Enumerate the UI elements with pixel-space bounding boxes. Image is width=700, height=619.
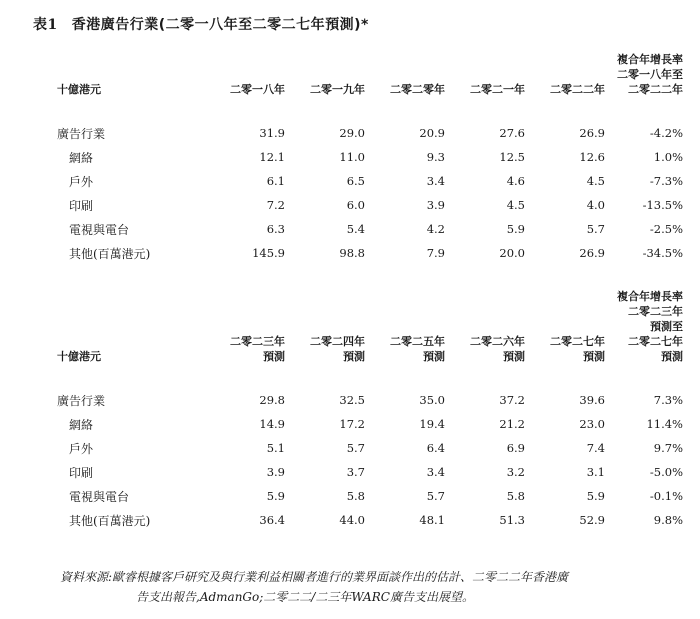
value-cell: 26.9 xyxy=(579,126,605,140)
cagr-header-line: 複合年增長率 xyxy=(617,290,683,303)
value-cell: 20.0 xyxy=(499,246,525,260)
value-cell: 29.0 xyxy=(339,126,365,140)
value-cell: 9.3 xyxy=(426,150,445,164)
cagr-cell: 9.8% xyxy=(653,513,683,527)
cagr-header xyxy=(607,52,685,103)
value-cell: 48.1 xyxy=(419,513,445,527)
value-cell: 21.2 xyxy=(499,417,525,431)
table-row xyxy=(57,412,685,436)
historical-table-body xyxy=(57,103,685,265)
row-label: 廣告行業 xyxy=(57,393,106,408)
value-cell: 27.6 xyxy=(499,126,525,140)
value-cell: 6.4 xyxy=(426,441,445,455)
column-header xyxy=(287,289,367,370)
column-header-forecast: 預測 xyxy=(263,350,285,363)
cagr-cell: -2.5% xyxy=(649,222,683,236)
value-cell: 6.1 xyxy=(266,174,285,188)
cagr-header-line: 二零二三年 xyxy=(628,305,683,318)
cagr-header-line: 二零二二年 xyxy=(628,83,683,96)
value-cell: 3.7 xyxy=(346,465,365,479)
value-cell: 5.9 xyxy=(506,222,525,236)
column-header: 二零二二年 xyxy=(550,83,605,96)
value-cell: 39.6 xyxy=(579,393,605,407)
cagr-cell: 11.4% xyxy=(646,417,683,431)
column-header-forecast: 預測 xyxy=(583,350,605,363)
column-header xyxy=(447,289,527,370)
value-cell: 145.9 xyxy=(252,246,285,260)
column-header: 二零二一年 xyxy=(470,83,525,96)
value-cell: 5.8 xyxy=(506,489,525,503)
column-header xyxy=(527,289,607,370)
value-cell: 20.9 xyxy=(419,126,445,140)
value-cell: 19.4 xyxy=(419,417,445,431)
value-cell: 5.9 xyxy=(266,489,285,503)
row-label: 其他(百萬港元) xyxy=(69,246,151,261)
cagr-cell: -13.5% xyxy=(642,198,683,212)
table-title xyxy=(33,14,369,34)
value-cell: 5.7 xyxy=(426,489,445,503)
column-header-forecast: 預測 xyxy=(423,350,445,363)
value-cell: 12.1 xyxy=(259,150,285,164)
cagr-cell: -0.1% xyxy=(649,489,683,503)
cagr-cell: 1.0% xyxy=(653,150,683,164)
cagr-header-line: 二零二七年 xyxy=(628,335,683,348)
cagr-header-line: 二零一八年至 xyxy=(617,68,683,81)
value-cell: 3.1 xyxy=(586,465,605,479)
value-cell: 52.9 xyxy=(579,513,605,527)
value-cell: 3.9 xyxy=(266,465,285,479)
value-cell: 3.4 xyxy=(426,465,445,479)
cagr-header-line: 預測至 xyxy=(650,320,683,333)
value-cell: 5.1 xyxy=(266,441,285,455)
column-header-forecast: 預測 xyxy=(503,350,525,363)
column-header xyxy=(367,289,447,370)
row-label: 印刷 xyxy=(69,465,94,480)
row-label: 電視與電台 xyxy=(69,489,130,504)
value-cell: 6.9 xyxy=(506,441,525,455)
value-cell: 4.2 xyxy=(426,222,445,236)
table-row xyxy=(57,484,685,508)
row-label: 電視與電台 xyxy=(69,222,130,237)
table-row xyxy=(57,241,685,265)
row-label: 廣告行業 xyxy=(57,126,106,141)
value-cell: 3.4 xyxy=(426,174,445,188)
cagr-header-line: 複合年增長率 xyxy=(617,53,683,66)
row-label: 網絡 xyxy=(69,150,94,165)
cagr-cell: -4.2% xyxy=(649,126,683,140)
value-cell: 98.8 xyxy=(339,246,365,260)
value-cell: 5.8 xyxy=(346,489,365,503)
table-row xyxy=(57,145,685,169)
value-cell: 51.3 xyxy=(499,513,525,527)
value-cell: 6.3 xyxy=(266,222,285,236)
table-number: 表1 xyxy=(33,17,58,33)
value-cell: 6.5 xyxy=(346,174,365,188)
column-header xyxy=(207,289,287,370)
row-label: 其他(百萬港元) xyxy=(69,513,151,528)
value-cell: 4.5 xyxy=(506,198,525,212)
table-row xyxy=(57,460,685,484)
column-header: 二零二零年 xyxy=(390,83,445,96)
column-header: 二零一九年 xyxy=(310,83,365,96)
value-cell: 11.0 xyxy=(339,150,365,164)
source-note xyxy=(60,567,680,607)
value-cell: 4.0 xyxy=(586,198,605,212)
column-header: 二零一八年 xyxy=(230,83,285,96)
value-cell: 6.0 xyxy=(346,198,365,212)
value-cell: 44.0 xyxy=(339,513,365,527)
value-cell: 5.4 xyxy=(346,222,365,236)
value-cell: 26.9 xyxy=(579,246,605,260)
row-label: 戶外 xyxy=(69,441,94,456)
value-cell: 29.8 xyxy=(259,393,285,407)
cagr-cell: -5.0% xyxy=(649,465,683,479)
table-row xyxy=(57,193,685,217)
source-line-1: 資料來源:歐睿根據客戶研究及與行業利益相關者進行的業界面談作出的估計、二零二二年香港廣 xyxy=(60,570,569,584)
forecast-table-body xyxy=(57,370,685,532)
value-cell: 5.7 xyxy=(586,222,605,236)
value-cell: 5.7 xyxy=(346,441,365,455)
value-cell: 3.2 xyxy=(506,465,525,479)
column-header-year: 二零二七年 xyxy=(550,335,605,348)
value-cell: 37.2 xyxy=(499,393,525,407)
table-row xyxy=(57,217,685,241)
value-cell: 4.6 xyxy=(506,174,525,188)
value-cell: 5.9 xyxy=(586,489,605,503)
row-label: 印刷 xyxy=(69,198,94,213)
cagr-cell: 7.3% xyxy=(653,393,683,407)
value-cell: 4.5 xyxy=(586,174,605,188)
value-cell: 31.9 xyxy=(259,126,285,140)
unit-label: 十億港元 xyxy=(57,350,101,363)
column-header-year: 二零二五年 xyxy=(390,335,445,348)
table-row xyxy=(57,169,685,193)
column-header-year: 二零二三年 xyxy=(230,335,285,348)
source-line-2: 告支出報告,AdmanGo;二零二二/二三年WARC廣告支出展望。 xyxy=(136,590,474,604)
cagr-cell: -34.5% xyxy=(642,246,683,260)
value-cell: 7.2 xyxy=(266,198,285,212)
table-row xyxy=(57,103,685,145)
value-cell: 23.0 xyxy=(579,417,605,431)
value-cell: 7.9 xyxy=(426,246,445,260)
cagr-cell: -7.3% xyxy=(649,174,683,188)
value-cell: 7.4 xyxy=(586,441,605,455)
row-label: 網絡 xyxy=(69,417,94,432)
value-cell: 35.0 xyxy=(419,393,445,407)
forecast-table xyxy=(57,289,685,532)
value-cell: 14.9 xyxy=(259,417,285,431)
value-cell: 36.4 xyxy=(259,513,285,527)
value-cell: 3.9 xyxy=(426,198,445,212)
value-cell: 17.2 xyxy=(339,417,365,431)
table-row xyxy=(57,370,685,412)
column-header-year: 二零二四年 xyxy=(310,335,365,348)
historical-table xyxy=(57,52,685,265)
table-row xyxy=(57,508,685,532)
cagr-header xyxy=(607,289,685,370)
historical-table-header xyxy=(57,52,685,103)
column-header-year: 二零二六年 xyxy=(470,335,525,348)
cagr-cell: 9.7% xyxy=(653,441,683,455)
value-cell: 12.6 xyxy=(579,150,605,164)
value-cell: 12.5 xyxy=(499,150,525,164)
value-cell: 32.5 xyxy=(339,393,365,407)
unit-label: 十億港元 xyxy=(57,83,101,96)
row-label: 戶外 xyxy=(69,174,94,189)
forecast-table-header xyxy=(57,289,685,370)
cagr-header-line: 預測 xyxy=(661,350,683,363)
column-header-forecast: 預測 xyxy=(343,350,365,363)
table-title-text: 香港廣告行業(二零一八年至二零二七年預測)* xyxy=(71,17,369,33)
table-row xyxy=(57,436,685,460)
